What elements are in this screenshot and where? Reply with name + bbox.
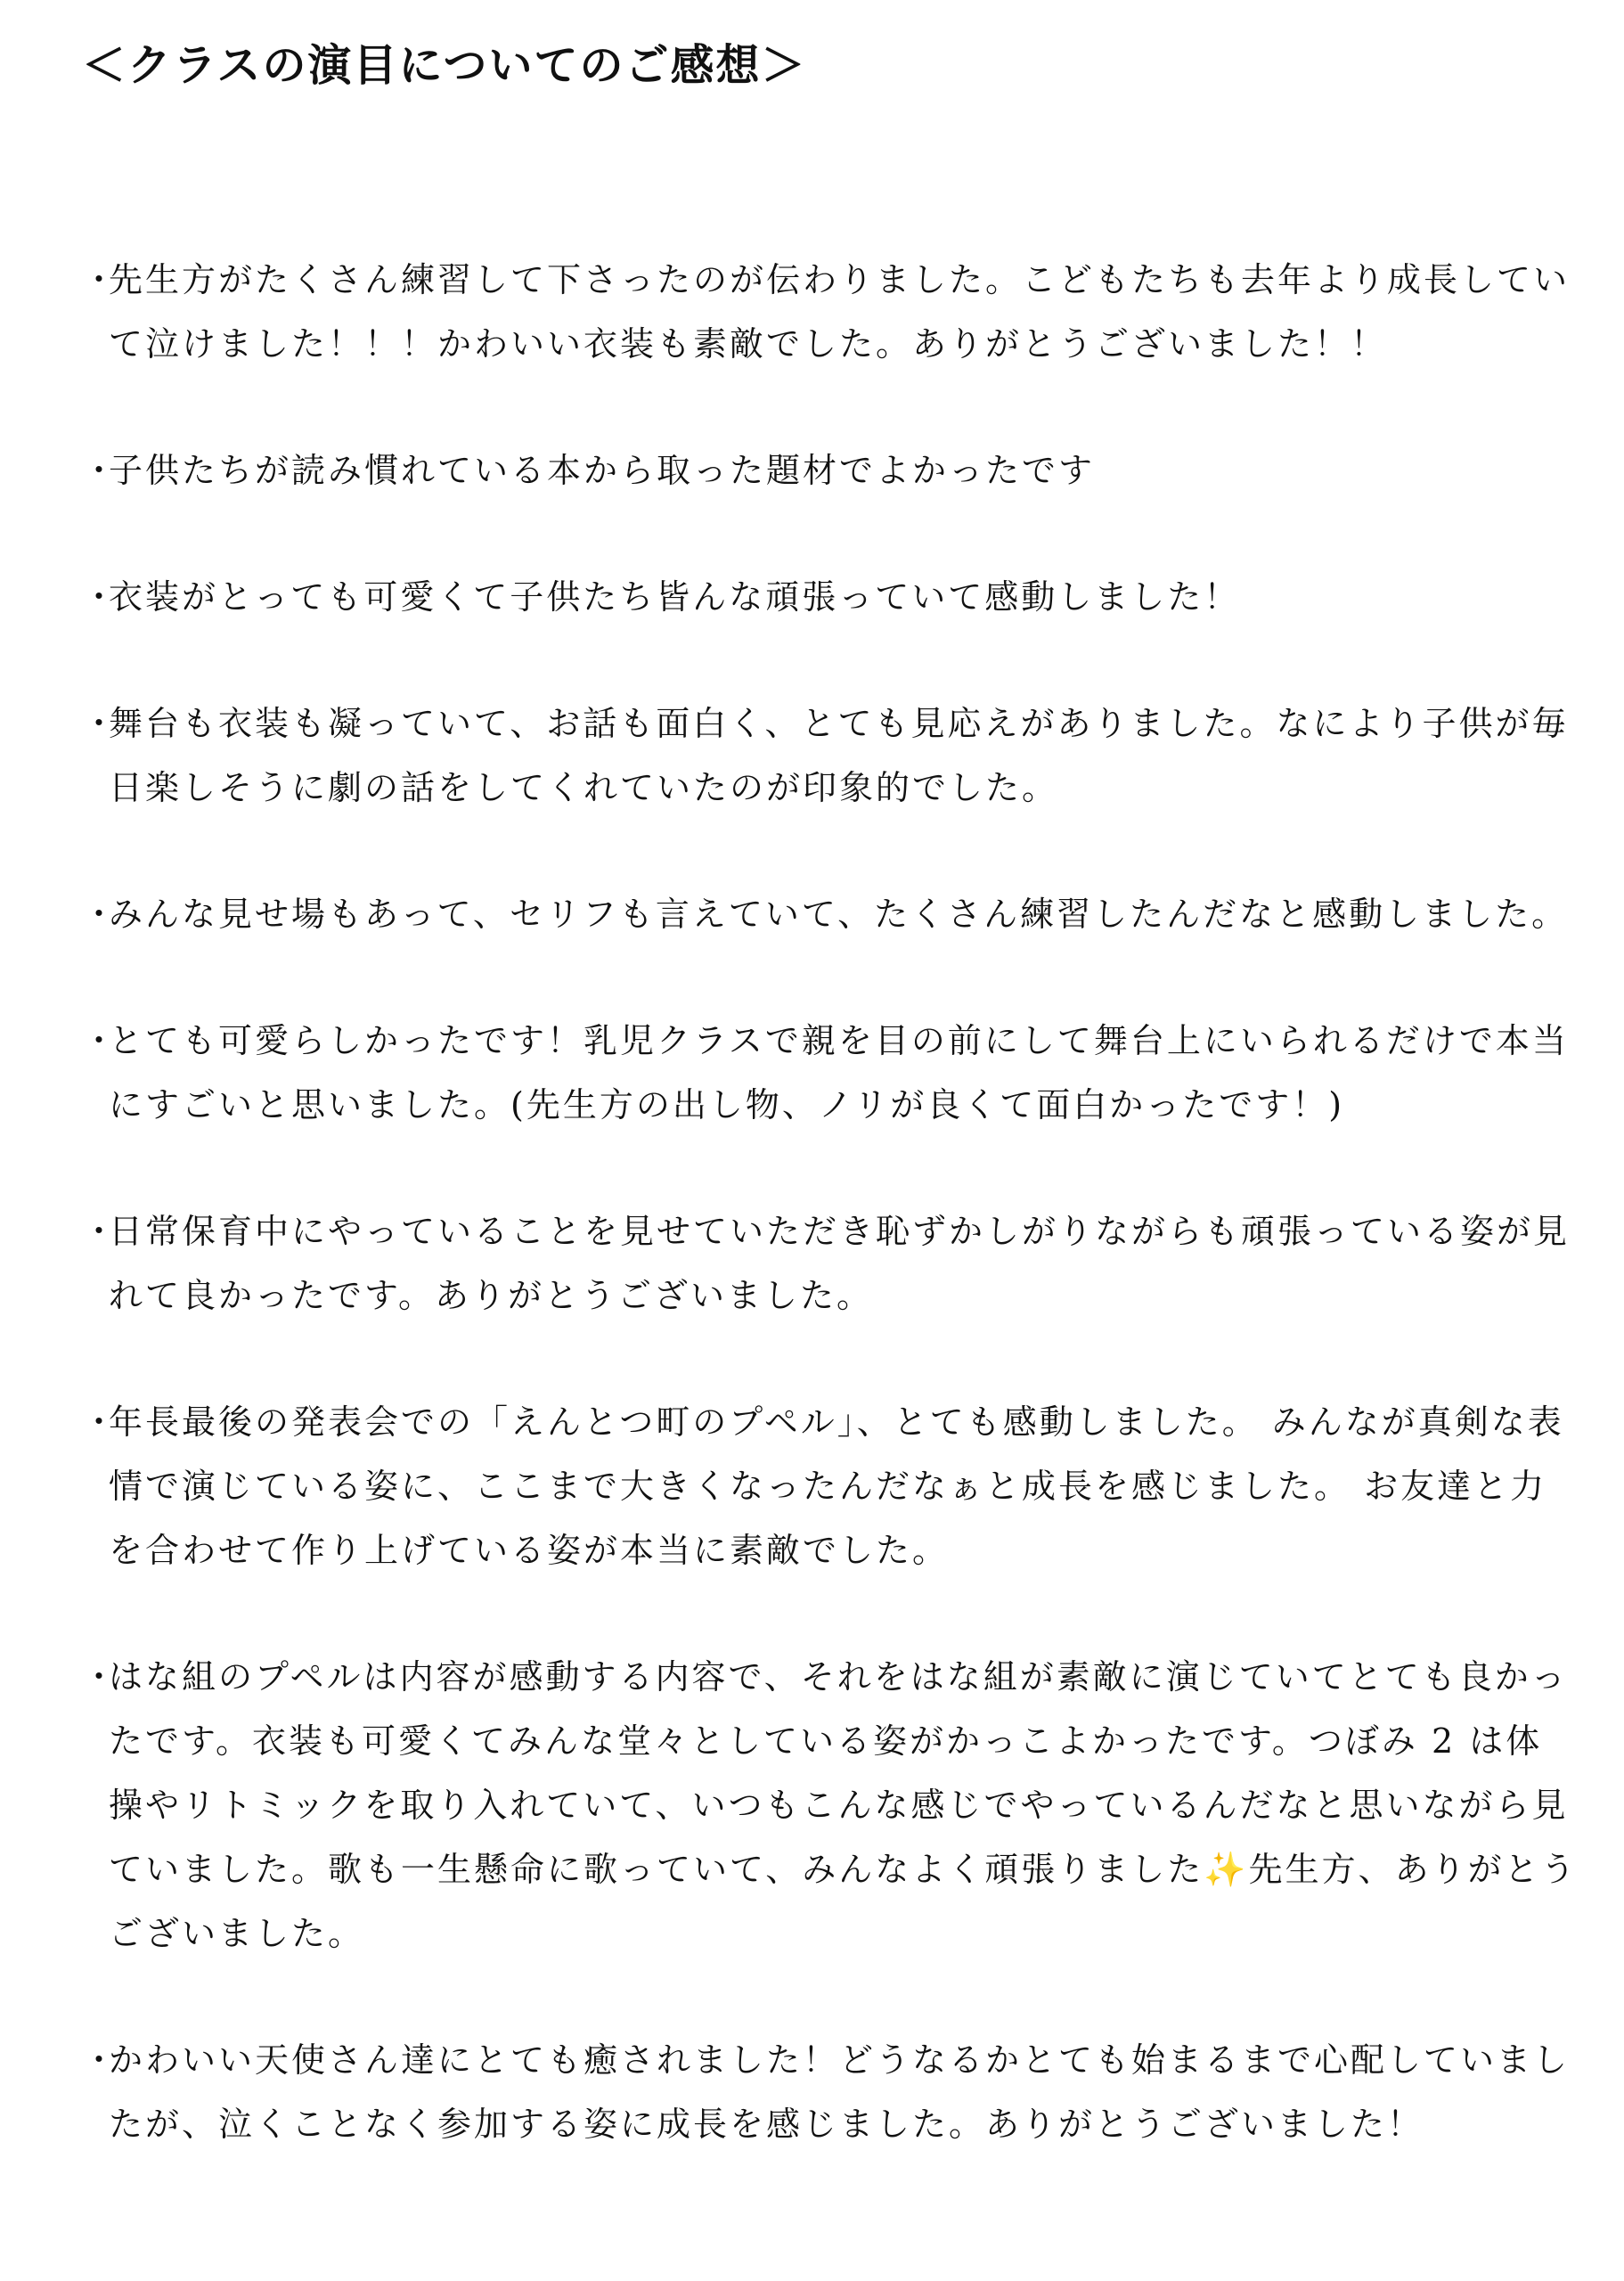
- bullet-mark: ・: [82, 577, 119, 617]
- comment-item: [82, 565, 1579, 629]
- comment-item: [82, 1645, 1579, 1966]
- bullet-mark: ・: [82, 704, 119, 743]
- bullet-mark: ・: [82, 260, 119, 299]
- comment-item: [82, 1390, 1579, 1582]
- comment-text: 先生方がたくさん練習して下さったのが伝わりました。こどもたちも去年より成長していて泣けました！！！かわいい衣装も素敵でした。ありがとうございました！！: [109, 260, 1571, 364]
- comment-text: 子供たちが読み慣れている本から取った題材でよかったです: [109, 451, 1096, 490]
- comment-text: とても可愛らしかったです！乳児クラスで親を目の前にして舞台上にいられるだけで本当にすごいと思いました。(先生方の出し物、ノリが良くて面白かったです！): [109, 1021, 1569, 1124]
- comment-text: 年長最後の発表会での「えんとつ町のプペル」、とても感動しました。 みんなが真剣な表情で演じている姿に、ここまで大きくなったんだなぁと成長を感じました。 お友達と力を合わせて作り上げている姿が本当に素敵でした。: [109, 1402, 1564, 1570]
- bullet-mark: ・: [82, 1212, 119, 1251]
- bullet-mark: ・: [82, 451, 119, 490]
- bullet-mark: ・: [82, 1402, 119, 1442]
- comment-text: かわいい天使さん達にとても癒されました！どうなるかとても始まるまで心配していましたが、泣くことなく参加する姿に成長を感じました。ありがとうございました！: [109, 2040, 1571, 2144]
- comment-item: [82, 882, 1579, 946]
- bullet-mark: ・: [82, 1657, 119, 1696]
- comment-text: みんな見せ場もあって、セリフも言えていて、たくさん練習したんだなと感動しました。: [109, 895, 1569, 934]
- comment-text: はな組のプペルは内容が感動する内容で、それをはな組が素敵に演じていてとても良かったです。衣装も可愛くてみんな堂々としている姿がかっこよかったです。つぼみ 2 は体操やリトミックを取り入れていて、いつもこんな感じでやっているんだなと思いながら見ていました。歌も一生懸命に歌っていて、みんなよく頑張りました: [109, 1657, 1569, 1889]
- comment-item: [82, 438, 1579, 503]
- bullet-mark: ・: [82, 1021, 119, 1060]
- comment-item: [82, 691, 1579, 820]
- comment-text: 舞台も衣装も凝っていて、お話も面白く、とても見応えがありました。なにより子供が毎日楽しそうに劇の話をしてくれていたのが印象的でした。: [109, 704, 1569, 807]
- page-title: ＜クラスの演目についてのご感想＞: [82, 39, 807, 91]
- comment-item: [82, 2028, 1579, 2156]
- comment-text: 衣装がとっても可愛くて子供たち皆んな頑張っていて感動しました！: [109, 577, 1241, 617]
- comment-item: [82, 1009, 1579, 1137]
- bullet-mark: ・: [82, 895, 119, 934]
- comment-text-continued: 先生方、ありがとうございました。: [109, 1850, 1578, 1953]
- sparkle-icon: ✨: [1204, 1850, 1249, 1889]
- comment-text: 日常保育中にやっていることを見せていただき恥ずかしがりながらも頑張っている姿が見れて良かったです。ありがとうございました。: [109, 1212, 1571, 1315]
- comment-list: [82, 248, 1579, 2219]
- comment-item: [82, 248, 1579, 376]
- comment-item: [82, 1199, 1579, 1328]
- bullet-mark: ・: [82, 2040, 119, 2080]
